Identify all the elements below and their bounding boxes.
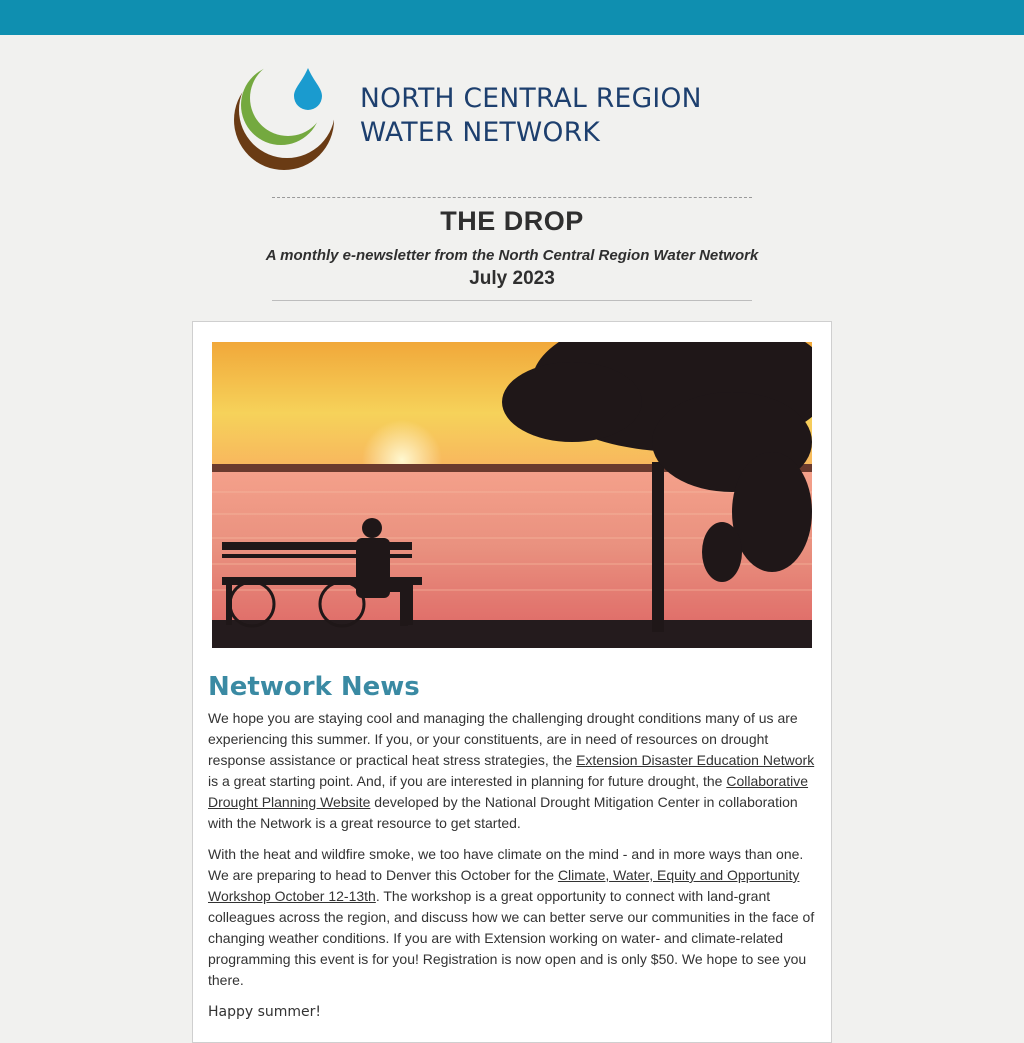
paragraph-happy-summer: Happy summer! — [208, 1004, 322, 1020]
crescent-drop-icon — [226, 60, 346, 176]
logo-line-2: WATER NETWORK — [360, 117, 601, 148]
issue-date: July 2023 — [469, 268, 555, 289]
dashed-divider — [272, 197, 752, 198]
section-title-network-news: Network News — [208, 672, 420, 702]
link-extension-disaster-education-network[interactable]: Extension Disaster Education Network — [576, 752, 815, 768]
top-banner — [0, 0, 1024, 35]
link-collaborative-drought-planning-website[interactable]: Collaborative Drought Planning Website — [208, 773, 809, 810]
network-logo[interactable] — [226, 60, 806, 176]
paragraph-climate-workshop: With the heat and wildfire smoke, we too have climate on the mind - and in more ways than one. We are preparing to head to Denver this October for the Climate, Water, Equity and Opportunity Workshop October 12-13th. The workshop is a great opportunity to connect with land-grant colleagues across the region, and discuss how we can better serve our communities in the face of changing weather conditions. If you are with Extension working on water- and climate-related programming this event is for you! Registration is now open and is only $50. We hope to see you there. — [208, 846, 815, 988]
newsletter-subtitle: A monthly e-newsletter from the North Central Region Water Network — [265, 247, 759, 264]
paragraph-drought-resources: We hope you are staying cool and managing the challenging drought conditions many of us are experiencing this summer. If you, or your constituents, are in need of resources on drought response assistance or practical heat stress strategies, the Extension Disaster Education Network is a great starting point. And, if you are interested in planning for future drought, the Collaborative Drought Planning Website developed by the National Drought Mitigation Center in collaboration with the Network is a great resource to get started. — [208, 710, 815, 831]
header-rule — [272, 300, 752, 301]
newsletter-content-card — [192, 321, 832, 1043]
newsletter-title: THE DROP — [440, 206, 584, 236]
logo-line-1: NORTH CENTRAL REGION — [360, 83, 702, 114]
link-climate-water-equity-workshop[interactable]: Climate, Water, Equity and Opportunity Workshop October 12-13th — [208, 867, 800, 904]
logo-wordmark — [360, 82, 702, 150]
sunset-lake-photo — [212, 342, 812, 648]
